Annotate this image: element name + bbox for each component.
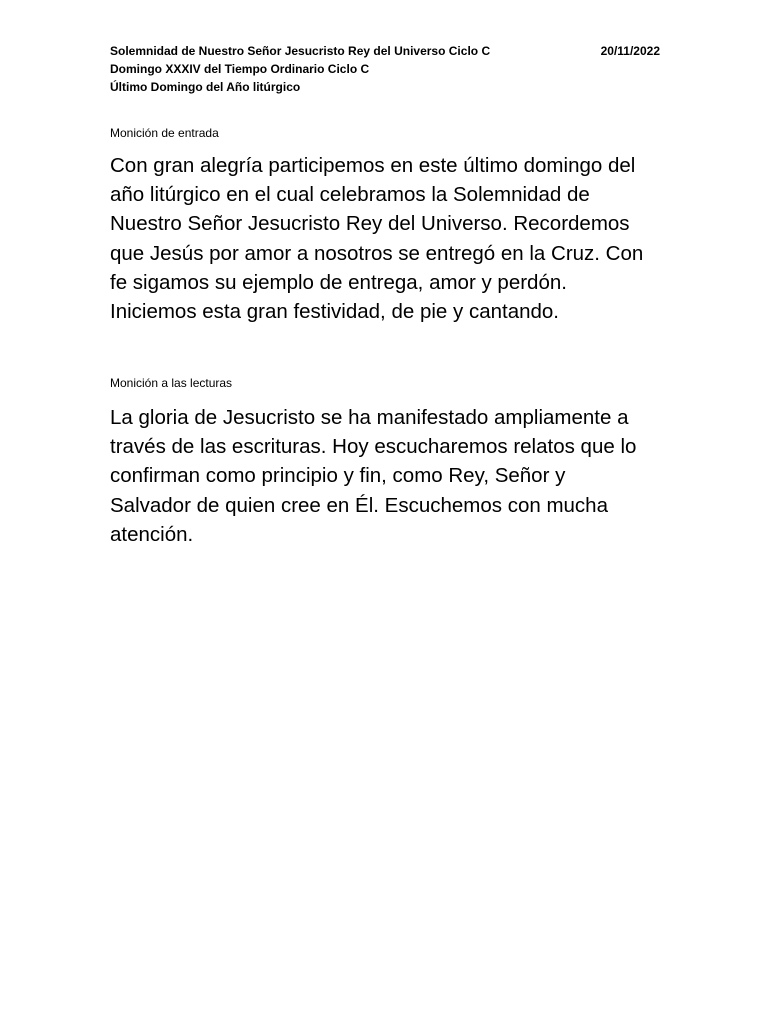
header-title-line-2: Domingo XXXIV del Tiempo Ordinario Ciclo C	[110, 62, 370, 76]
header-row-1	[110, 42, 660, 60]
body-line: atención.	[110, 522, 194, 546]
document-header	[110, 42, 660, 96]
body-line: que Jesús por amor a nosotros se entregó en la Cruz. Con	[110, 241, 644, 265]
body-line: año litúrgico en el cual celebramos la Solemnidad de	[110, 183, 590, 207]
section-label-lecturas: Monición a las lecturas	[110, 376, 233, 390]
header-title-line-1: Solemnidad de Nuestro Señor Jesucristo Rey del Universo Ciclo C	[110, 44, 491, 58]
section-body-entrada	[110, 151, 670, 326]
body-line: confirman como principio y fin, como Rey, Señor y	[110, 464, 566, 488]
body-line: Salvador de quien cree en Él. Escuchemos con mucha	[110, 493, 608, 517]
header-title-line-3: Último Domingo del Año litúrgico	[110, 80, 301, 94]
body-line: través de las escrituras. Hoy escucharemos relatos que lo	[110, 435, 637, 459]
body-line: La gloria de Jesucristo se ha manifestado ampliamente a	[110, 406, 629, 429]
section-body-lecturas	[110, 403, 670, 549]
body-line: Con gran alegría participemos en este último domingo del	[110, 154, 636, 177]
section-label-entrada: Monición de entrada	[110, 126, 219, 140]
body-line: Nuestro Señor Jesucristo Rey del Universo. Recordemos	[110, 212, 630, 236]
body-line: Iniciemos esta gran festividad, de pie y cantando.	[110, 300, 559, 324]
header-date: 20/11/2022	[600, 44, 660, 58]
body-line: fe sigamos su ejemplo de entrega, amor y perdón.	[110, 270, 567, 294]
